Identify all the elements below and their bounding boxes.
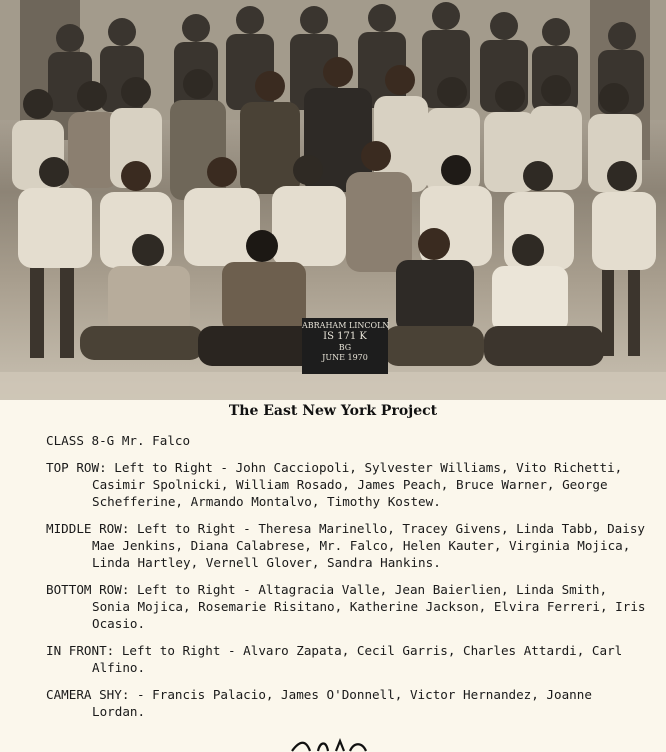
- row-names: Left to Right - Altagracia Valle, Jean Baierlien, Linda Smith, Sonia Mojica, Rosemarie Risitano, Katherine Jackson, Elvira Ferreri, Iris Ocasio.: [92, 582, 646, 631]
- row-label: BOTTOM ROW:: [46, 582, 130, 597]
- school-sign: [302, 318, 388, 374]
- row-label: CAMERA SHY:: [46, 687, 130, 702]
- row-names: - Francis Palacio, James O'Donnell, Victor Hernandez, Joanne Lordan.: [92, 687, 592, 719]
- sign-line-school: ABRAHAM LINCOLN: [302, 321, 390, 330]
- sign-line-date: JUNE 1970: [322, 353, 368, 362]
- row-top: [46, 459, 646, 510]
- row-in-front: [46, 642, 646, 676]
- row-middle: [46, 520, 646, 571]
- row-label: TOP ROW:: [46, 460, 107, 475]
- row-camera-shy: [46, 686, 646, 720]
- row-names: Left to Right - Theresa Marinello, Tracey Givens, Linda Tabb, Daisy Mae Jenkins, Diana Calabrese, Mr. Falco, Helen Kauter, Virginia Mojica, Linda Hartley, Vernell Glover, Sandra Hankins.: [92, 521, 645, 570]
- project-title: The East New York Project: [228, 403, 438, 419]
- class-heading: CLASS 8-G Mr. Falco: [46, 433, 191, 448]
- row-label: IN FRONT:: [46, 643, 115, 658]
- sign-line-is: IS 171 K: [323, 331, 367, 342]
- row-bottom: [46, 581, 646, 632]
- row-names: Left to Right - John Cacciopoli, Sylvester Williams, Vito Richetti, Casimir Spolnicki, William Rosado, James Peach, Bruce Warner, George Schefferine, Armando Montalvo, Timothy Kostew.: [92, 460, 623, 509]
- photo-caption: [46, 432, 646, 730]
- handwritten-signature: [290, 738, 370, 752]
- row-label: MIDDLE ROW:: [46, 521, 130, 536]
- sign-line-bg: BG: [338, 343, 352, 352]
- row-names: Left to Right - Alvaro Zapata, Cecil Garris, Charles Attardi, Carl Alfino.: [92, 643, 623, 675]
